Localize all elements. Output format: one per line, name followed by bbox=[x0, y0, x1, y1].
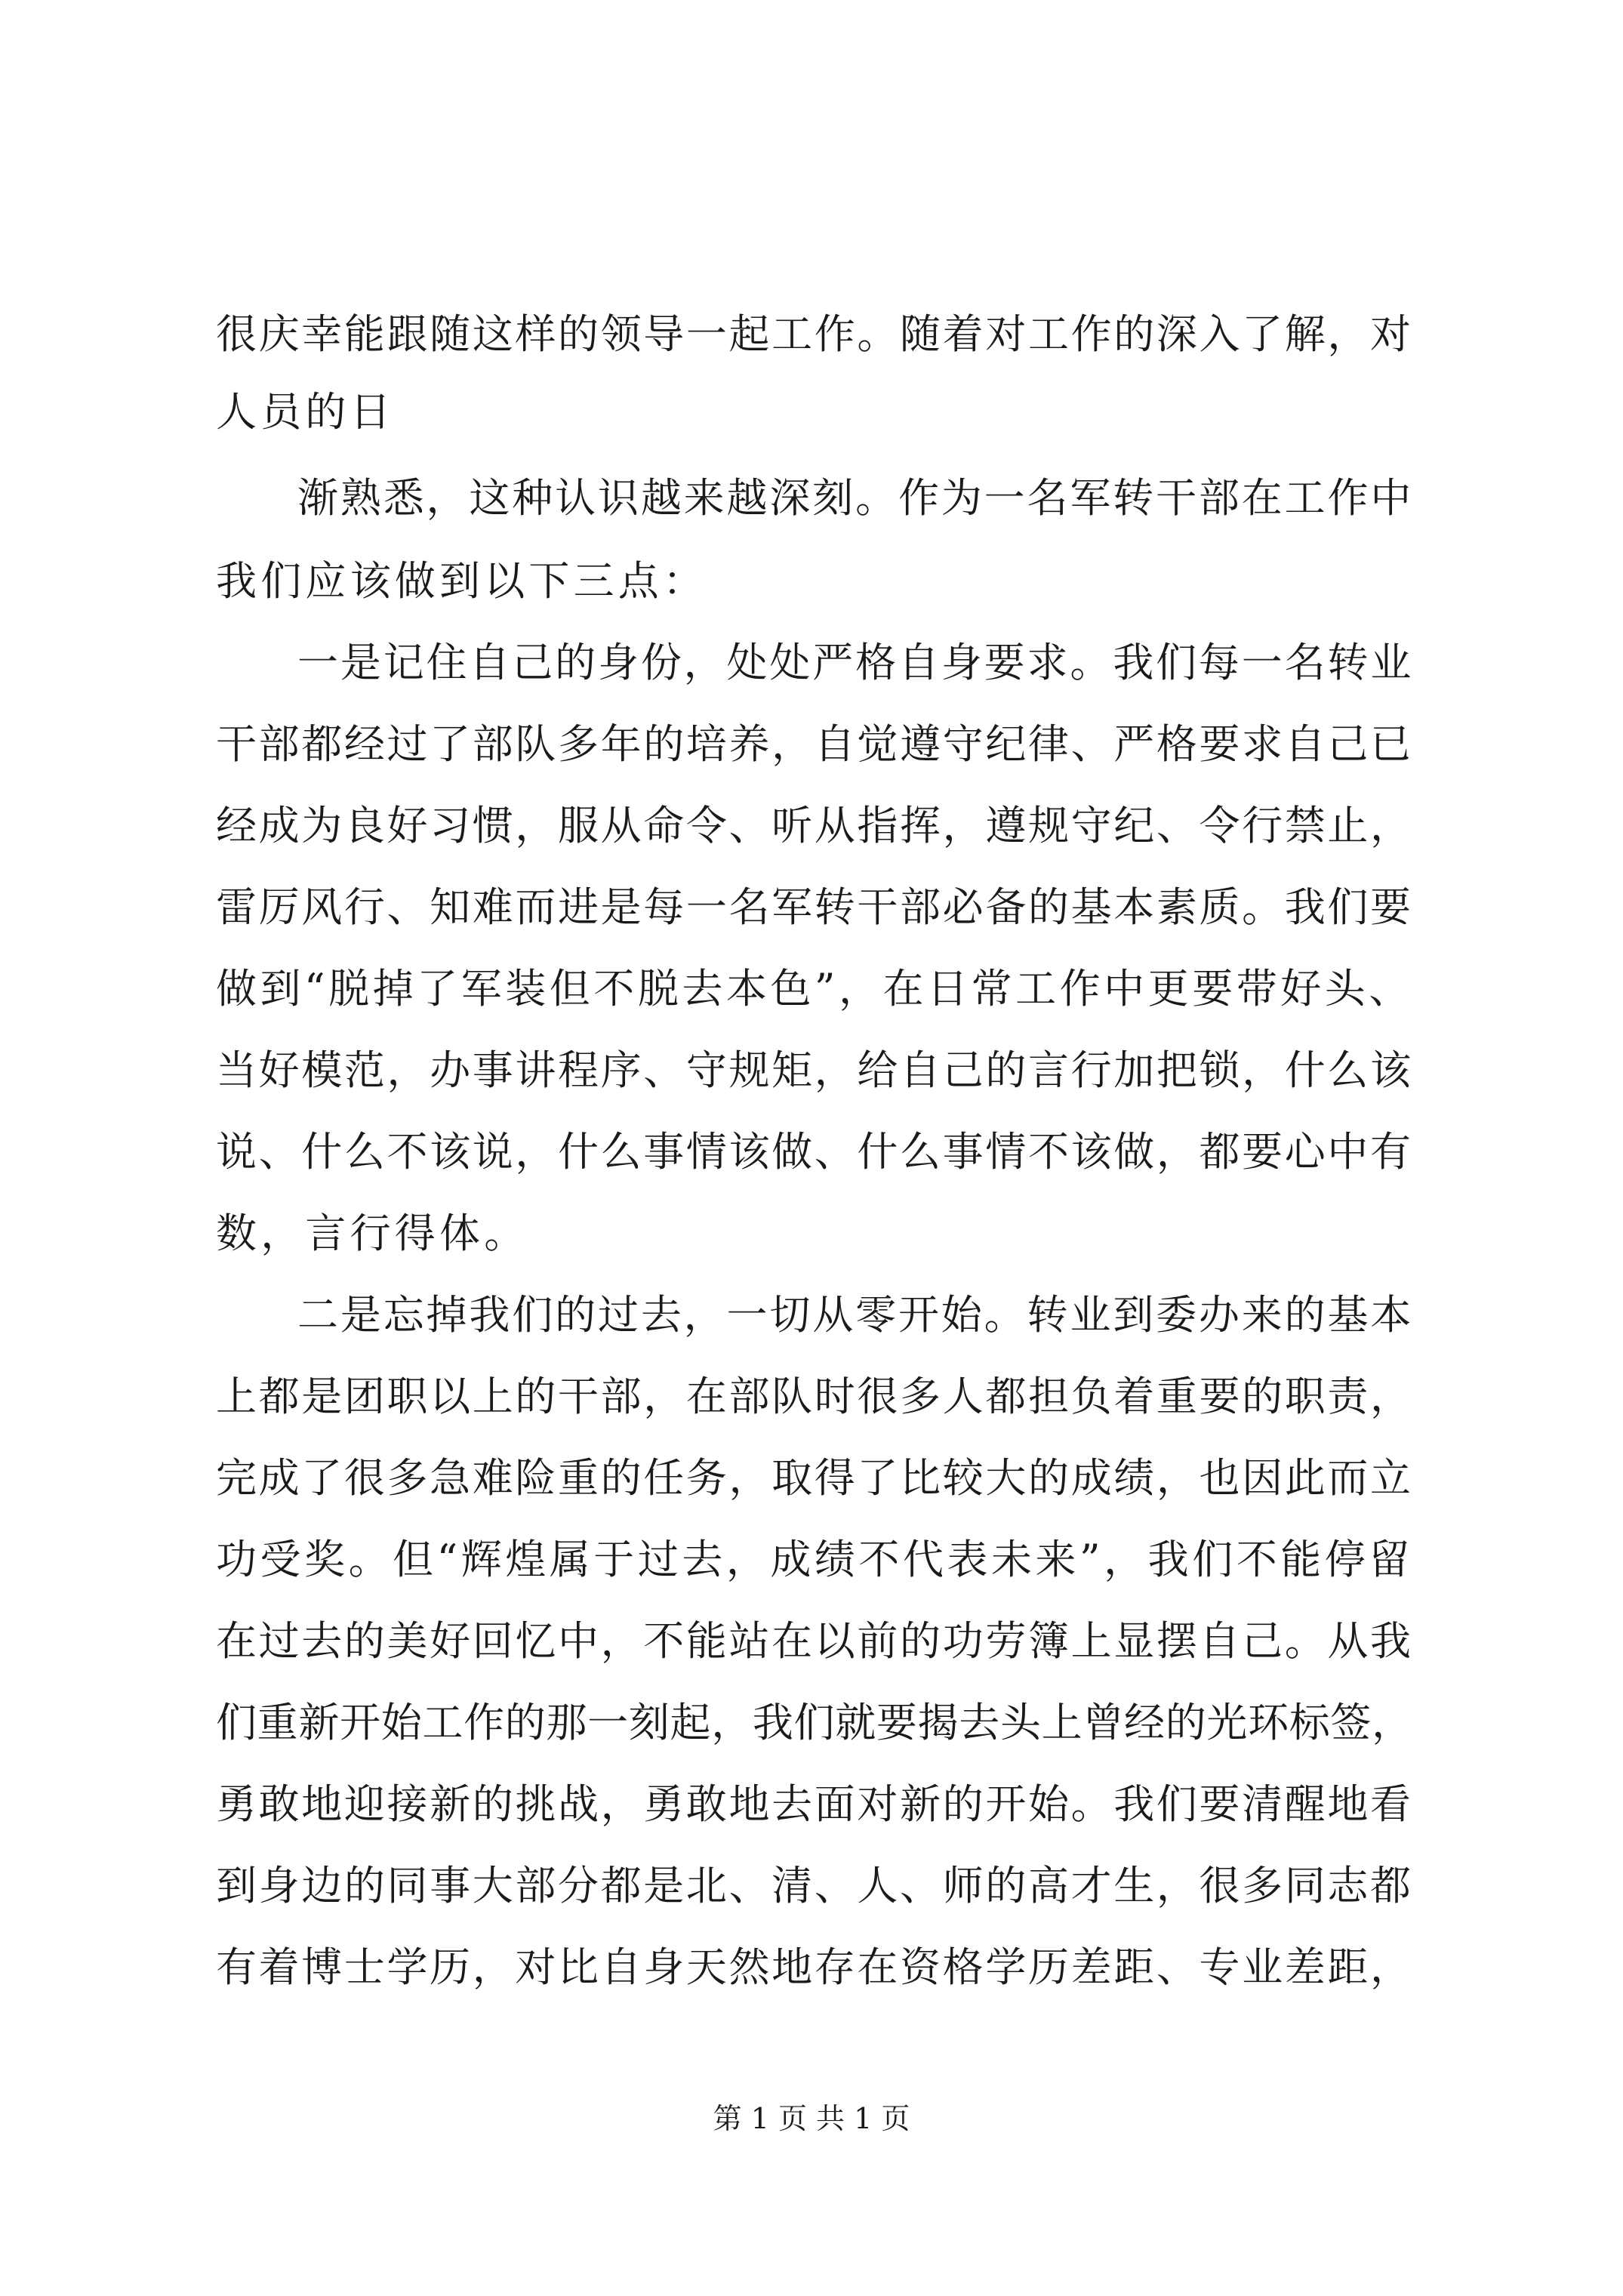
text-line: 一是记住自己的身份，处处严格自身要求。我们每一名转业 bbox=[297, 639, 1414, 686]
text-line: 渐熟悉，这种认识越来越深刻。作为一名军转干部在工作中 bbox=[297, 474, 1414, 522]
text-line: 功受奖。但“辉煌属于过去，成绩不代表未来”，我们不能停留 bbox=[216, 1536, 1413, 1583]
text-line: 我们应该做到以下三点： bbox=[216, 557, 708, 605]
page-footer: 第 1 页 共 1 页 bbox=[713, 2102, 910, 2135]
text-line: 做到“脱掉了军装但不脱去本色”，在日常工作中更要带好头、 bbox=[216, 965, 1413, 1012]
text-line: 很庆幸能跟随这样的领导一起工作。随着对工作的深入了解，对 bbox=[216, 310, 1413, 358]
text-line: 勇敢地迎接新的挑战，勇敢地去面对新的开始。我们要清醒地看 bbox=[216, 1780, 1413, 1828]
text-line: 数，言行得体。 bbox=[216, 1210, 529, 1257]
text-line: 经成为良好习惯，服从命令、听从指挥，遵规守纪、令行禁止， bbox=[216, 802, 1413, 849]
text-line: 完成了很多急难险重的任务，取得了比较大的成绩，也因此而立 bbox=[216, 1454, 1413, 1502]
text-line: 到身边的同事大部分都是北、清、人、师的高才生，很多同志都 bbox=[216, 1862, 1413, 1909]
text-line: 在过去的美好回忆中，不能站在以前的功劳簿上显摆自己。从我 bbox=[216, 1617, 1413, 1665]
text-line: 二是忘掉我们的过去，一切从零开始。转业到委办来的基本 bbox=[297, 1291, 1414, 1339]
text-line: 干部都经过了部队多年的培养，自觉遵守纪律、严格要求自己已 bbox=[216, 720, 1413, 768]
text-line: 有着博士学历，对比自身天然地存在资格学历差距、专业差距， bbox=[216, 1943, 1413, 1991]
text-line: 雷厉风行、知难而进是每一名军转干部必备的基本素质。我们要 bbox=[216, 883, 1413, 931]
text-line: 上都是团职以上的干部，在部队时很多人都担负着重要的职责， bbox=[216, 1373, 1413, 1420]
text-line: 人员的日 bbox=[216, 388, 395, 436]
text-line: 们重新开始工作的那一刻起，我们就要揭去头上曾经的光环标签， bbox=[216, 1699, 1413, 1746]
text-line: 说、什么不该说，什么事情该做、什么事情不该做，都要心中有 bbox=[216, 1128, 1413, 1176]
text-line: 当好模范，办事讲程序、守规矩，给自己的言行加把锁，什么该 bbox=[216, 1046, 1413, 1094]
